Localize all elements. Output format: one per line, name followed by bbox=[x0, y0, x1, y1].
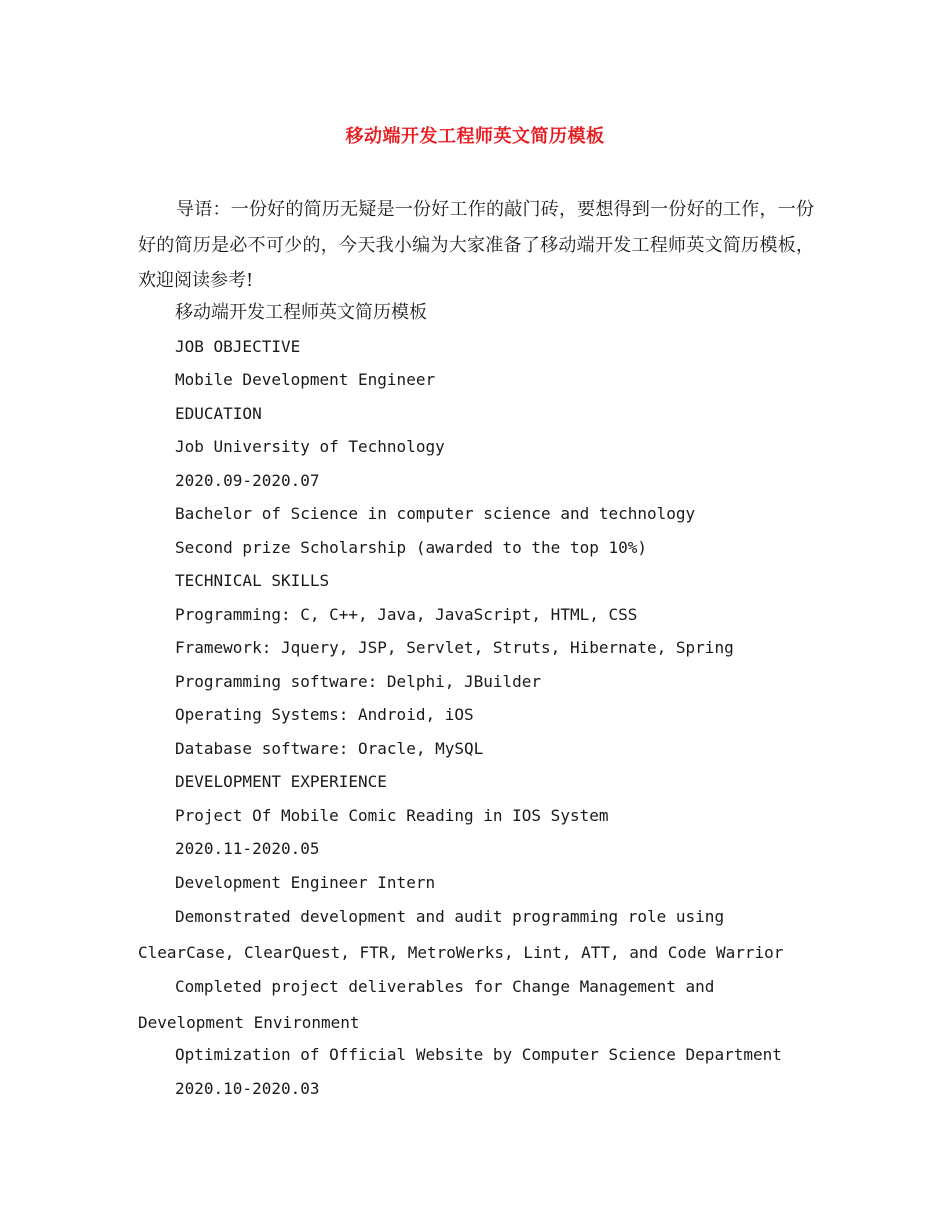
project-dates-2: 2020.10-2020.03 bbox=[175, 1078, 320, 1098]
university-name: Job University of Technology bbox=[175, 437, 445, 456]
resume-subtitle: 移动端开发工程师英文简历模板 bbox=[175, 302, 427, 323]
job-objective-value: Mobile Development Engineer bbox=[175, 370, 436, 389]
skill-operating-systems: Operating Systems: Android, iOS bbox=[175, 705, 474, 724]
experience-paragraph-2: Completed project deliverables for Change Management and Development Environment bbox=[138, 976, 715, 1032]
scholarship: Second prize Scholarship (awarded to the top 10%) bbox=[175, 537, 648, 557]
project-title-1: Project Of Mobile Comic Reading in IOS System bbox=[175, 805, 609, 825]
skill-framework: Framework: Jquery, JSP, Servlet, Struts, Hibernate, Spring bbox=[175, 638, 734, 657]
project-title-2: Optimization of Official Website by Computer Science Department bbox=[175, 1045, 782, 1064]
section-heading-job-objective: JOB OBJECTIVE bbox=[175, 336, 301, 356]
section-heading-technical-skills: TECHNICAL SKILLS bbox=[175, 571, 330, 590]
section-heading-development-experience: DEVELOPMENT EXPERIENCE bbox=[175, 772, 387, 791]
degree: Bachelor of Science in computer science and technology bbox=[175, 504, 696, 523]
project-dates-1: 2020.11-2020.05 bbox=[175, 839, 320, 858]
education-dates: 2020.09-2020.07 bbox=[175, 470, 320, 490]
resume-body bbox=[138, 296, 818, 1105]
skill-programming-software: Programming software: Delphi, JBuilder bbox=[175, 671, 542, 691]
project-role-1: Development Engineer Intern bbox=[175, 872, 436, 892]
skill-database-software: Database software: Oracle, MySQL bbox=[175, 738, 484, 758]
skill-programming: Programming: C, C++, Java, JavaScript, HTML, CSS bbox=[175, 604, 638, 624]
intro-paragraph: 导语：一份好的简历无疑是一份好工作的敲门砖，要想得到一份好的工作，一份好的简历是必不可少的，今天我小编为大家准备了移动端开发工程师英文简历模板，欢迎阅读参考! bbox=[138, 199, 814, 291]
document-title: 移动端开发工程师英文简历模板 bbox=[345, 126, 605, 147]
experience-paragraph-1: Demonstrated development and audit programming role using ClearCase, ClearQuest, FTR, MetroWerks, Lint, ATT, and Code Warrior bbox=[138, 907, 784, 962]
section-heading-education: EDUCATION bbox=[175, 403, 262, 423]
